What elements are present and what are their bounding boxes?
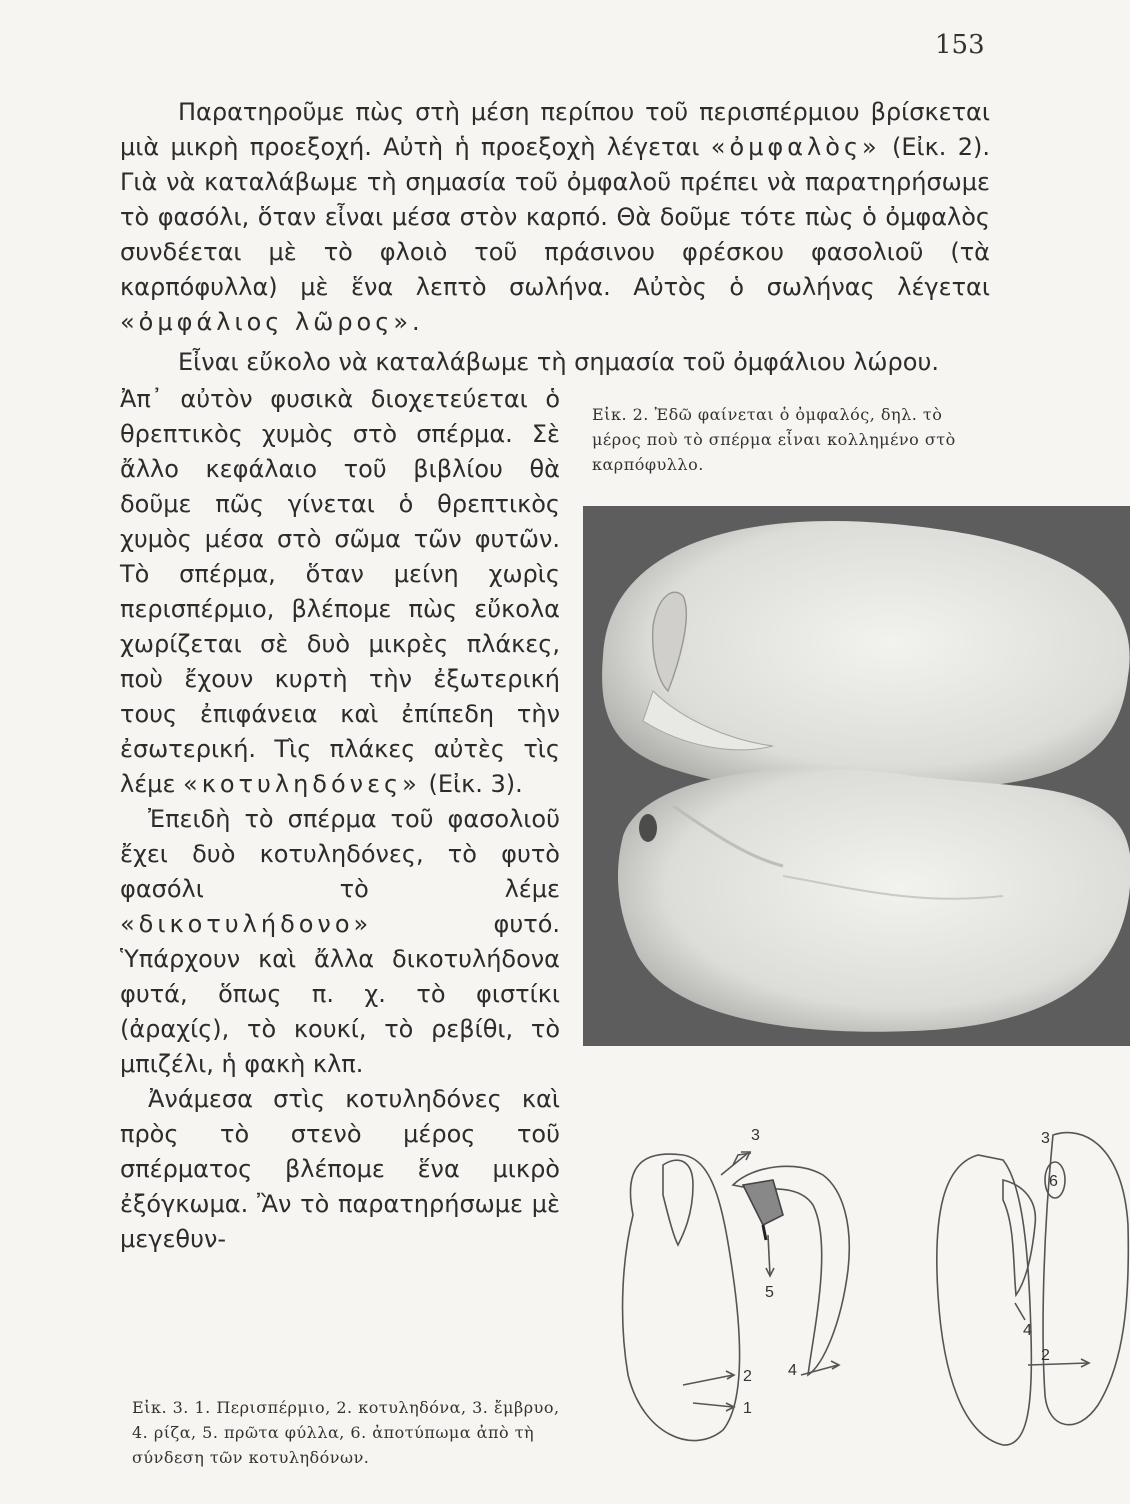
caption-fig3: Εἰκ. 3. 1. Περισπέρμιο, 2. κοτυληδόνα, 3. ἔμβρυο, 4. ρίζα, 5. πρῶτα φύλλα, 6. ἀποτύπωμα ἀπὸ τὴ σύνδεση τῶν κοτυληδόνων. (132, 1398, 560, 1467)
hilum-spot (639, 814, 657, 842)
label-5: 5 (765, 1284, 774, 1301)
label-3-left: 3 (751, 1127, 760, 1144)
seed-right-cotyledon (937, 1155, 1032, 1445)
seed-left-outline (623, 1154, 740, 1440)
page-number: 153 (935, 30, 985, 60)
term-omfalios-loros: «ὀμφάλιος λῶρος» (120, 308, 412, 336)
bean-photo-illustration (583, 506, 1130, 1046)
term-dikotyledono: «δικοτυλήδονο» (120, 910, 373, 938)
label-1-left: 1 (743, 1400, 752, 1417)
intro-paragraph: Παρατηροῦμε πὼς στὴ μέση περίπου τοῦ περισπέρμιου βρίσκεται μιὰ μικρὴ προεξοχή. Αὐτὴ ἡ προεξοχὴ λέγεται «ὀμφαλὸς» (Εἰκ. 2). Γιὰ νὰ καταλάβωμε τὴ σημασία τοῦ ὀμφαλοῦ πρέπει νὰ παρατηρήσωμε τὸ φασόλι, ὅταν εἶναι μέσα στὸν καρπό. Θὰ δοῦμε τότε πὼς ὁ ὀμφαλὸς συνδέεται μὲ τὸ φλοιὸ τοῦ πράσινου φρέσκου φασολιοῦ (τὰ καρπόφυλλα) μὲ ἕνα λεπτὸ σωλήνα. Αὐτὸς ὁ σωλήνας λέγεται «ὀμφάλιος λῶρος». (120, 98, 990, 336)
label-4-right: 4 (1023, 1322, 1032, 1339)
figure-2-photo (583, 506, 1130, 1046)
embryo-left (663, 1160, 693, 1245)
second-paragraph-line: Εἶναι εὔκολο νὰ καταλάβωμε τὴ σημασία τοῦ ὀμφάλιου λώρου. (178, 348, 939, 376)
label-2-left: 2 (743, 1368, 752, 1385)
label-3-right: 3 (1041, 1130, 1050, 1147)
figure-3-drawing (583, 1075, 1130, 1500)
label-2-right: 2 (1041, 1347, 1050, 1364)
bean-upper (602, 521, 1130, 792)
left-column-text: Ἀπ᾽ αὐτὸν φυσικὰ διοχετεύεται ὁ θρεπτικὸς χυμὸς στὸ σπέρμα. Σὲ ἄλλο κεφάλαιο τοῦ βιβλίου θὰ δοῦμε πῶς γίνεται ὁ θρεπτικὸς χυμὸς μέσα στὸ σῶμα τῶν φυτῶν. Τὸ σπέρμα, ὅταν μείνη χωρὶς περισπέρμιο, βλέπομε πὼς εὔκολα χωρίζεται σὲ δυὸ μικρὲς πλάκες, ποὺ ἔχουν κυρτὴ τὴν ἐξωτερική τους ἐπιφάνεια καὶ ἐπίπεδη τὴν ἐσωτερική. Τὶς πλάκες αὐτὲς τὶς λέμε «κοτυληδόνες» (Εἰκ. 3). Ἐπειδὴ τὸ σπέρμα τοῦ φασολιοῦ ἔχει δυὸ κοτυληδόνες, τὸ φυτὸ φασόλι τὸ λέμε «δικοτυλήδονο» φυτό. Ὑπάρχουν καὶ ἄλλα δικοτυλήδονα φυτά, ὅπως π. χ. τὸ φιστίκι (ἀραχίς), τὸ κουκί, τὸ ρεβίθι, τὸ μπιζέλι, ἡ φακὴ κλπ. Ἀνάμεσα στὶς κοτυληδόνες καὶ πρὸς τὸ στενὸ μέρος τοῦ σπέρματος βλέπομε ἕνα μικρὸ ἐξόγκωμα. Ἂν τὸ παρατηρήσωμε μὲ μεγεθυν- (120, 385, 560, 1253)
seed-anatomy-drawing (583, 1075, 1130, 1500)
label-6: 6 (1049, 1173, 1058, 1190)
bean-lower (618, 769, 1130, 1032)
term-kotyledones: «κοτυληδόνες» (183, 770, 421, 798)
caption-fig2: Εἰκ. 2. Ἐδῶ φαίνεται ὁ ὀμφαλός, δηλ. τὸ μέρος ποὺ τὸ σπέρμα εἶναι κολλημένο στὸ καρπόφυλλο. (592, 405, 956, 474)
label-4-left: 4 (788, 1362, 797, 1379)
term-omfalos: «ὀμφαλὸς» (710, 133, 881, 161)
